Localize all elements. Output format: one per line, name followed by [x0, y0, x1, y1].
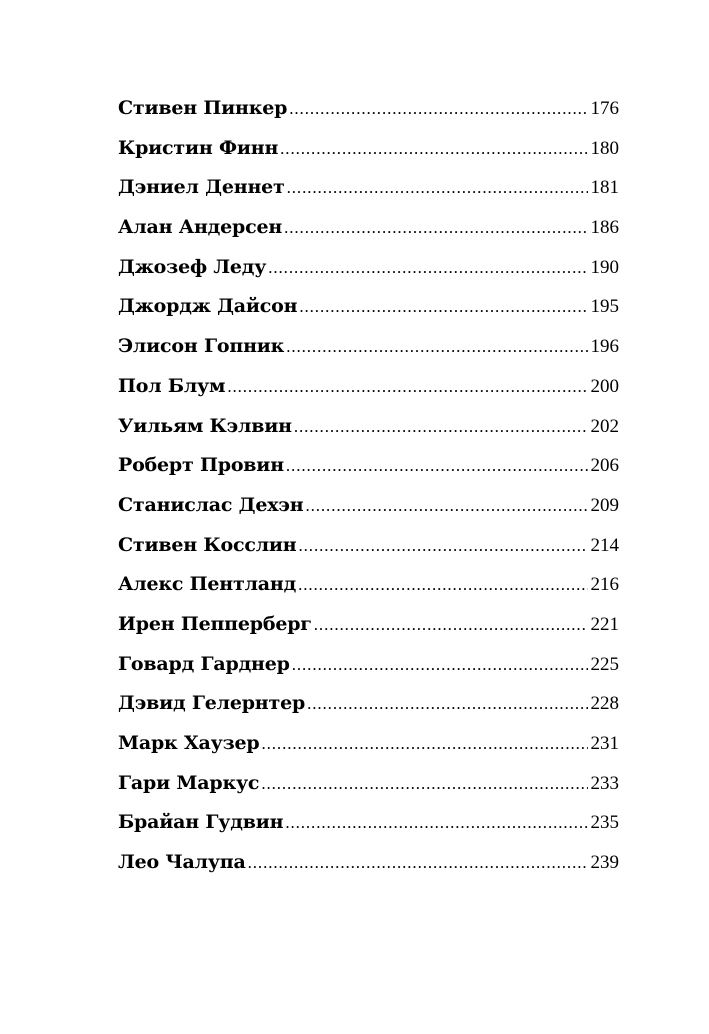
toc-entry-page: 180 [590, 137, 619, 159]
toc-entry-page: 231 [590, 733, 619, 754]
toc-entry-name: Брайан Гудвин [118, 811, 284, 834]
toc-entry-page: 216 [590, 574, 619, 596]
toc-dot-leader [299, 529, 588, 563]
toc-entry-page: 206 [590, 455, 619, 477]
toc-dot-leader [287, 171, 588, 205]
toc-entry [118, 488, 619, 528]
toc-entry [118, 170, 619, 210]
toc-entry-page: 239 [590, 852, 619, 874]
toc-entry-name: Джордж Дайсон [118, 295, 298, 318]
toc-dot-leader [298, 568, 587, 602]
toc-entry-name: Пол Блум [118, 374, 226, 397]
toc-dot-leader [280, 132, 587, 166]
toc-entry-page: 181 [590, 177, 619, 199]
toc-entry-name: Станислас Дехэн [118, 493, 304, 516]
toc-entry [118, 448, 619, 488]
toc-dot-leader [299, 290, 587, 324]
toc-entry [118, 210, 619, 250]
toc-dot-leader [307, 687, 587, 721]
toc-dot-leader [248, 846, 588, 880]
toc-dot-leader [227, 370, 587, 404]
toc-dot-leader [289, 92, 587, 126]
toc-entry [118, 845, 619, 885]
toc-dot-leader [268, 251, 587, 285]
toc-entry-page: 225 [590, 653, 619, 675]
toc-entry-name: Элисон Гопник [118, 335, 285, 358]
toc-entry [118, 289, 619, 329]
toc-entry-name: Говард Гарднер [118, 652, 290, 675]
toc-dot-leader [305, 489, 587, 523]
toc-entry-name: Ирен Пепперберг [118, 612, 312, 635]
toc-dot-leader [285, 806, 587, 840]
toc-dot-leader [261, 767, 587, 801]
toc-entry-name: Алекс Пентланд [118, 573, 297, 596]
toc-entry-name: Гари Маркус [118, 771, 260, 794]
toc-entry [118, 607, 619, 647]
toc-entry [118, 805, 619, 845]
toc-entry [118, 528, 619, 568]
toc-entry-page: 235 [590, 812, 619, 834]
toc-dot-leader [261, 727, 587, 761]
toc-entry [118, 567, 619, 607]
toc-entry-name: Алан Андерсен [118, 216, 283, 239]
toc-entry-page: 228 [590, 693, 619, 715]
toc-entry-page: 221 [590, 613, 619, 635]
toc-entry-name: Лео Чалупа [118, 851, 246, 874]
toc-entry [118, 766, 619, 806]
toc-dot-leader [294, 410, 588, 444]
toc-entry-name: Стивен Пинкер [118, 97, 288, 119]
toc-dot-leader [286, 330, 587, 364]
toc-entry-page: 195 [590, 296, 619, 318]
toc-entry-page: 209 [590, 494, 619, 516]
toc-entry-name: Дэвид Гелернтер [118, 692, 306, 715]
toc-entry [118, 369, 619, 409]
toc-dot-leader [314, 608, 588, 642]
toc-entry-name: Марк Хаузер [118, 732, 260, 754]
toc-entry [118, 329, 619, 369]
toc-entry-page: 196 [590, 336, 619, 358]
toc-entry-page: 202 [590, 415, 619, 437]
toc-entry [118, 686, 619, 726]
toc-dot-leader [286, 449, 588, 483]
toc-entry [118, 131, 619, 171]
toc-entry [118, 647, 619, 687]
table-of-contents [118, 91, 619, 885]
toc-entry [118, 409, 619, 449]
toc-entry-page: 214 [590, 534, 619, 556]
toc-entry [118, 91, 619, 131]
toc-entry [118, 726, 619, 766]
toc-dot-leader [292, 648, 588, 682]
toc-entry-name: Дэниел Деннет [118, 176, 285, 199]
toc-entry-name: Джозеф Леду [118, 255, 267, 278]
toc-entry-page: 233 [590, 772, 619, 794]
toc-dot-leader [284, 211, 587, 245]
toc-entry-page: 176 [590, 98, 619, 119]
toc-entry-page: 200 [590, 375, 619, 397]
toc-entry-name: Роберт Провин [118, 454, 284, 477]
toc-entry-name: Стивен Косслин [118, 533, 297, 556]
toc-entry-page: 190 [590, 256, 619, 278]
toc-entry-name: Уильям Кэлвин [118, 414, 292, 437]
toc-entry-page: 186 [590, 217, 619, 239]
toc-entry-name: Кристин Финн [118, 136, 279, 159]
toc-entry [118, 250, 619, 290]
